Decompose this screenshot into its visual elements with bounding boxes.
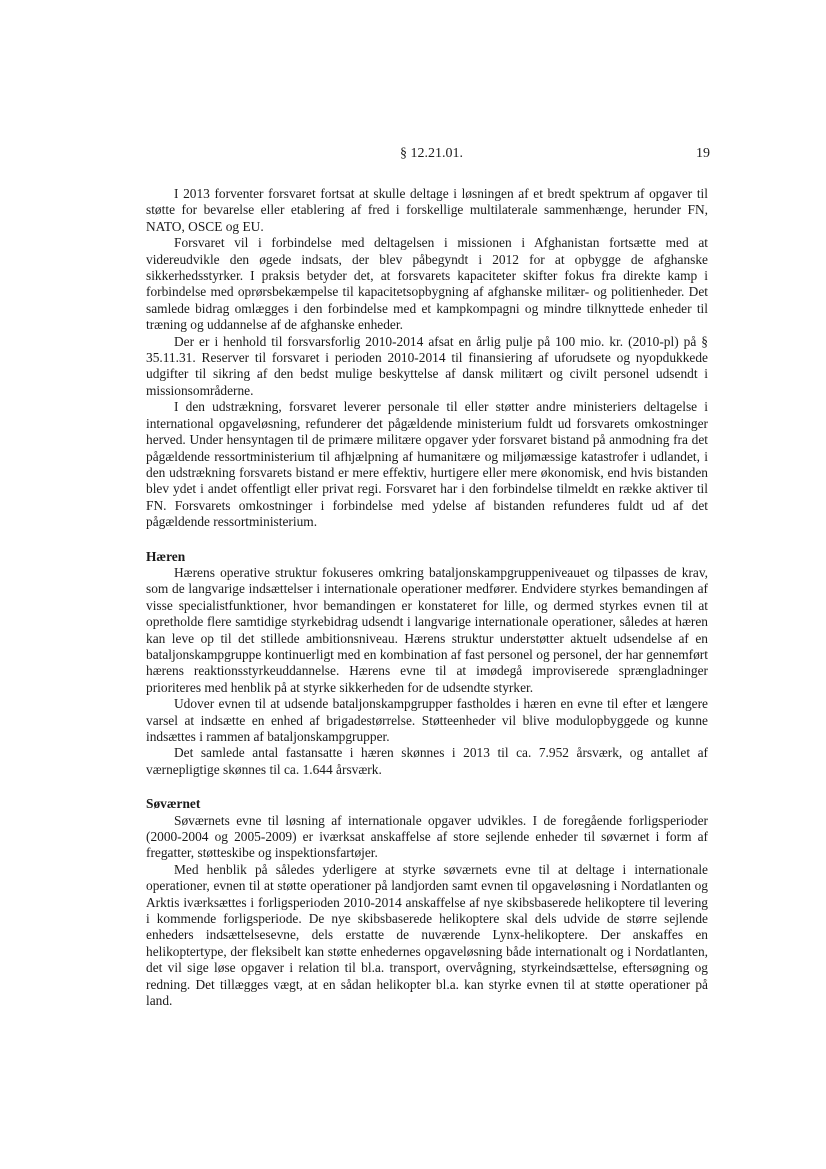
- body-paragraph: Forsvaret vil i forbindelse med deltagelsen i missionen i Afghanistan fortsætte med at videreudvikle den øgede indsats, der blev påbegyndt i 2012 for at opbygge de afghanske sikkerhedsstyrker. I praksis betyder det, at forsvarets kapaciteter skifter fokus fra direkte kamp i forbindelse med oprørsbekæmpelse til kapacitetsopbygning af afghanske militær- og politienheder. Det samlede bidrag omlægges i den forbindelse med et kampkompagni og mindre tilknyttede enheder til træning og uddannelse af de afghanske enheder.: [146, 235, 708, 333]
- body-paragraph: Der er i henhold til forsvarsforlig 2010-2014 afsat en årlig pulje på 100 mio. kr. (2010-pl) på § 35.11.31. Reserver til forsvaret i perioden 2010-2014 til finansiering af uforudsete og nyopdukkede udgifter til sikring af den bedst mulige beskyttelse af dansk militært og civilt personel udsendt i missionsområderne.: [146, 333, 708, 398]
- body-paragraph: I den udstrækning, forsvaret leverer personale til eller støtter andre ministeriers deltagelse i international opgaveløsning, refunderer det pågældende ministerium fuldt ud forsvarets omkostninger herved. Under hensyntagen til de primære militære opgaver yder forsvaret bistand på anmodning fra det pågældende ressortministerium til afhjælpning af humanitære og miljømæssige katastrofer i udlandet, i den udstrækning forsvarets bistand er mere effektiv, hurtigere eller mere økonomisk, end hvis bistanden blev ydet i andet offentligt eller privat regi. Forsvaret har i den forbindelse tilmeldt en række aktiver til FN. Forsvarets omkostninger i forbindelse med ydelse af bistanden refunderes fuldt ud af det pågældende ressortministerium.: [146, 399, 708, 530]
- page-number: 19: [696, 146, 710, 161]
- body-paragraph: Hærens operative struktur fokuseres omkring bataljonskampgruppeniveauet og tilpasses de krav, som de langvarige indsættelser i internationale operationer medfører. Endvidere styrkes bemandingen af visse specialistfunktioner, hvor bemandingen er konstateret for lille, og dermed styrkes evnen til at opretholde flere samtidige styrkebidrag udsendt i langvarige internationale operationer, således at hæren kan leve op til det stillede ambitionsniveau. Hærens struktur understøtter aktuelt udsendelse af en bataljonskampgruppe kontinuerligt med en kombination af fast personel og personel, der har gennemført hærens reaktionsstyrkeuddannelse. Hærens evne til at imødegå improviserede sprængladninger prioriteres med henblik på at styrke sikkerheden for de udsendte styrker.: [146, 564, 708, 695]
- body-paragraph: Med henblik på således yderligere at styrke søværnets evne til at deltage i internationale operationer, evnen til at støtte operationer på landjorden samt evnen til opgaveløsning i Nordatlanten og Arktis iværksættes i forligsperioden 2010-2014 anskaffelse af nye skibsbaserede helikoptere til levering i kommende forligsperiode. De nye skibsbaserede helikoptere skal dels udvide de større sejlende enheders indsættelsesevne, dels erstatte de nuværende Lynx-helikoptere. Der anskaffes en helikoptertype, der fleksibelt kan støtte enhedernes opgaveløsning både internationalt og i Nordatlanten, det vil sige løse opgaver i relation til bl.a. transport, overvågning, styrkeindsættelse, eftersøgning og redning. Det tillægges vægt, at en sådan helikopter bl.a. kan styrke evnen til at støtte operationer på land.: [146, 861, 708, 1009]
- page-header: [140, 146, 710, 166]
- body-paragraph: Det samlede antal fastansatte i hæren skønnes i 2013 til ca. 7.952 årsværk, og antallet af værnepligtige skønnes til ca. 1.644 årsværk.: [146, 745, 708, 777]
- body-paragraph: I 2013 forventer forsvaret fortsat at skulle deltage i løsningen af et bredt spektrum af opgaver til støtte for bevarelse eller etablering af fred i forskellige multilaterale sammenhænge, herunder FN, NATO, OSCE og EU.: [146, 186, 708, 234]
- page-body: [146, 186, 708, 1010]
- section-heading-soevaernet: Søværnet: [146, 796, 201, 812]
- section-reference: § 12.21.01.: [400, 146, 463, 161]
- section-heading-haeren: Hæren: [146, 548, 186, 564]
- body-paragraph: Søværnets evne til løsning af internationale opgaver udvikles. I de foregående forligsperioder (2000-2004 og 2005-2009) er iværksat anskaffelse af store sejlende enheder til søværnet i form af fregatter, støtteskibe og inspektionsfartøjer.: [146, 812, 708, 861]
- body-paragraph: Udover evnen til at udsende bataljonskampgrupper fastholdes i hæren en evne til efter et længere varsel at indsætte en enhed af brigadestørrelse. Støtteenheder vil blive modulopbyggede og kunne indsættes i rammen af bataljonskampgrupper.: [146, 696, 708, 744]
